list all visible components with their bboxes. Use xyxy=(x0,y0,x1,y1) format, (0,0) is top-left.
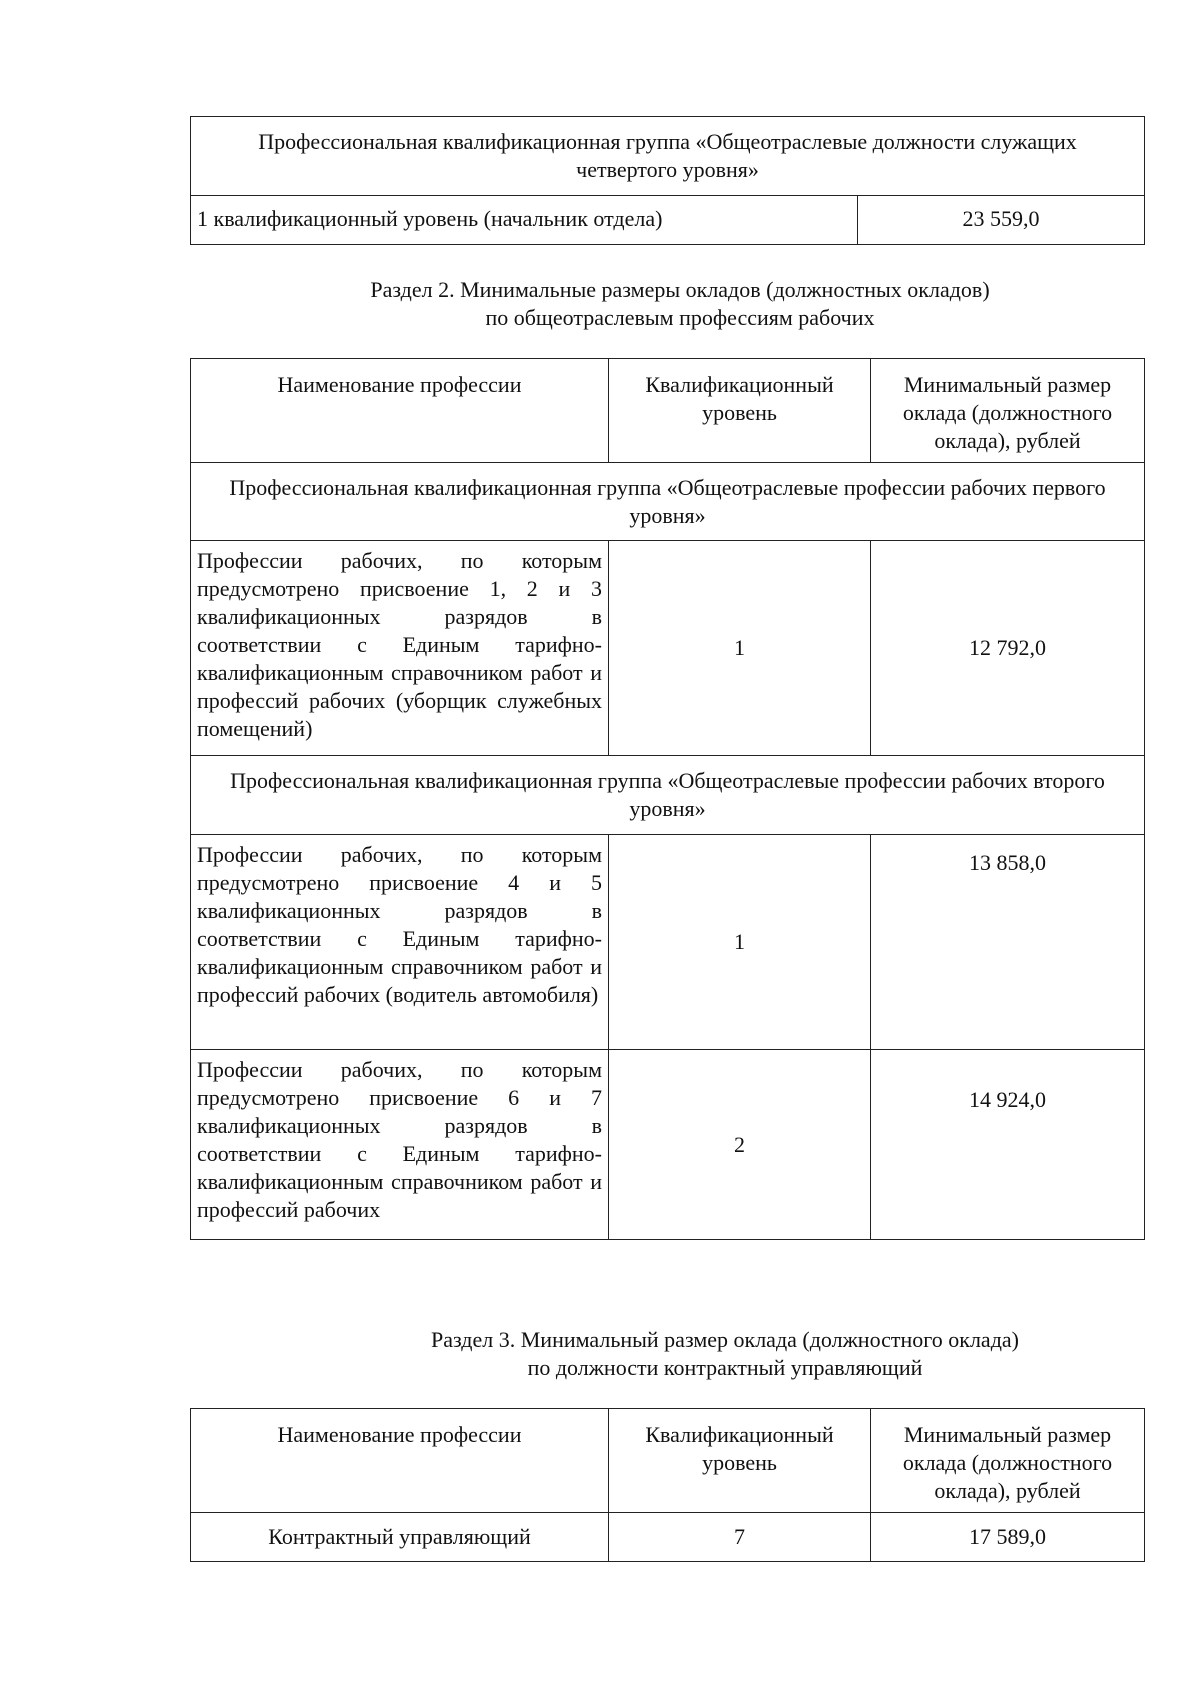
section2-heading-line1: Раздел 2. Минимальные размеры окладов (должностных окладов) xyxy=(370,277,990,302)
section3-heading xyxy=(395,1326,1055,1382)
group-title-servants-level4: Профессиональная квалификационная группа «Общеотраслевые должности служащих четвертого уровня» xyxy=(191,117,1145,196)
row3-level: 2 xyxy=(609,1050,871,1240)
section2-heading-line2: по общеотраслевым профессиям рабочих xyxy=(485,305,875,330)
s3-col-header-level: Квалификационный уровень xyxy=(609,1409,871,1513)
row2-level: 1 xyxy=(609,835,871,1050)
group-title-workers-level2: Профессиональная квалификационная группа «Общеотраслевые профессии рабочих второго уровня» xyxy=(191,756,1145,835)
col-header-name: Наименование профессии xyxy=(191,359,609,463)
row1-salary: 12 792,0 xyxy=(871,541,1145,756)
row1-name: Профессии рабочих, по которым предусмотрено присвоение 1, 2 и 3 квалификационных разрядов в соответствии с Единым тарифно-квалификационным справочником работ и профессий рабочих (уборщик служебных помещений) xyxy=(191,541,609,756)
section1-table xyxy=(190,116,1145,245)
section3-heading-line1: Раздел 3. Минимальный размер оклада (должностного оклада) xyxy=(431,1327,1019,1352)
row1-level: 1 xyxy=(609,541,871,756)
row2-name: Профессии рабочих, по которым предусмотрено присвоение 4 и 5 квалификационных разрядов в соответствии с Единым тарифно-квалификационным справочником работ и профессий рабочих (водитель автомобиля) xyxy=(191,835,609,1050)
row3-salary: 14 924,0 xyxy=(871,1050,1145,1240)
section2-table xyxy=(190,358,1145,1240)
s3-row-salary: 17 589,0 xyxy=(871,1513,1145,1562)
section3-table xyxy=(190,1408,1145,1562)
section3-heading-line2: по должности контрактный управляющий xyxy=(527,1355,923,1380)
s3-col-header-name: Наименование профессии xyxy=(191,1409,609,1513)
col-header-salary: Минимальный размер оклада (должностного оклада), рублей xyxy=(871,359,1145,463)
row2-salary: 13 858,0 xyxy=(871,835,1145,1050)
col-header-level: Квалификационный уровень xyxy=(609,359,871,463)
s3-row-level: 7 xyxy=(609,1513,871,1562)
group-title-workers-level1: Профессиональная квалификационная группа «Общеотраслевые профессии рабочих первого уровня» xyxy=(191,463,1145,541)
row3-name: Профессии рабочих, по которым предусмотрено присвоение 6 и 7 квалификационных разрядов в соответствии с Единым тарифно-квалификационным справочником работ и профессий рабочих xyxy=(191,1050,609,1240)
section2-heading xyxy=(330,276,1030,332)
s3-row-name: Контрактный управляющий xyxy=(191,1513,609,1562)
row-value-department-head: 23 559,0 xyxy=(858,196,1145,245)
row-label-department-head: 1 квалификационный уровень (начальник отдела) xyxy=(191,196,858,245)
s3-col-header-salary: Минимальный размер оклада (должностного оклада), рублей xyxy=(871,1409,1145,1513)
